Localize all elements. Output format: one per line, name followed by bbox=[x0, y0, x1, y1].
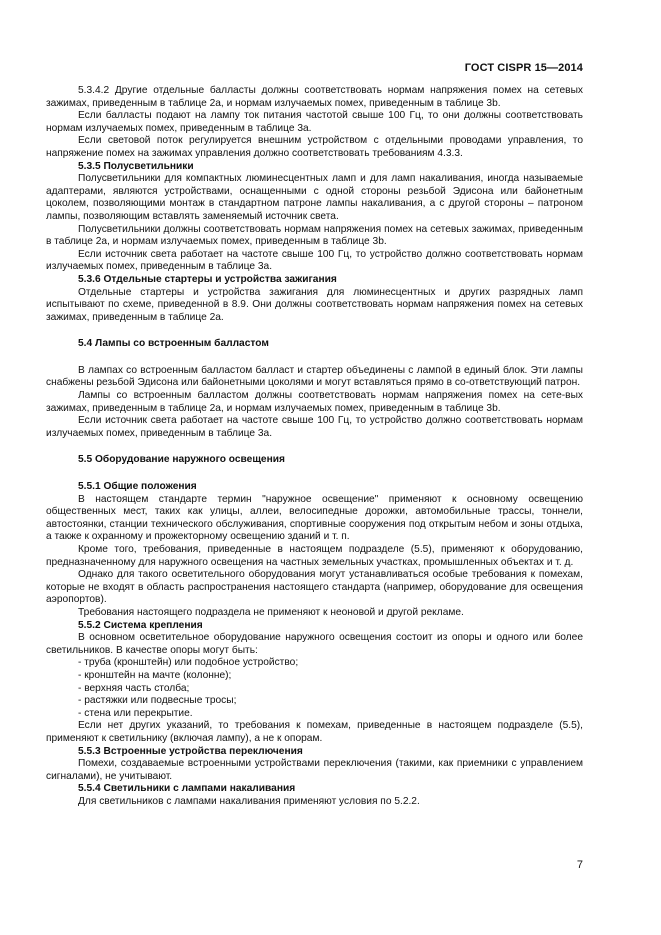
list-item: - верхняя часть столба; bbox=[78, 682, 190, 694]
standard-header: ГОСТ CISPR 15—2014 bbox=[464, 62, 583, 74]
paragraph: В настоящем стандарте термин "наружное освещение" применяют к основному освещению общественных мест, таких как улицы, аллеи, велосипедные дорожки, автомобильные трассы, тоннели, автостоянки, станции технического обслуживания, спортивные сооружения под открытым небом и зоны отдыха, а также к охранному и прожекторному освещению зданий и т. п. bbox=[46, 493, 583, 543]
paragraph: Полусветильники должны соответствовать нормам напряжения помех на сетевых зажимах, приведенным в таблице 2а, и нормам излучаемых помех, приведенным в таблице 3b. bbox=[46, 223, 583, 248]
list-item: - растяжки или подвесные тросы; bbox=[78, 695, 237, 707]
paragraph: В лампах со встроенным балластом балласт и стартер объединены с лампой в единый блок. Эти лампы снабжены резьбой Эдисона или байонетными цоколями и могут вставляться прямо в со-ответствующий патрон. bbox=[46, 364, 583, 389]
paragraph: Если световой поток регулируется внешним устройством с отдельными проводами управления, то напряжение помех на зажимах управления должно соответствовать требованиям 4.3.3. bbox=[46, 135, 583, 159]
paragraph: Если балласты подают на лампу ток питания частотой свыше 100 Гц, то они должны соответствовать нормам излучаемых помех, приведенным в таблице 3а. bbox=[46, 110, 583, 134]
page-number: 7 bbox=[576, 859, 583, 871]
section-heading: 5.4 Лампы со встроенным балластом bbox=[78, 338, 269, 350]
subsection-heading: 5.3.5 Полусветильники bbox=[78, 160, 194, 172]
paragraph: Помехи, создаваемые встроенными устройствами переключения (такими, как приемники с управлением сигналами), не учитывают. bbox=[46, 758, 583, 782]
paragraph: Требования настоящего подраздела не применяют к неоновой и другой рекламе. bbox=[78, 606, 464, 618]
paragraph: Если источник света работает на частоте свыше 100 Гц, то устройство должно соответствовать нормам излучаемых помех, приведенным в таблице 3а. bbox=[46, 415, 583, 439]
paragraph: Лампы со встроенным балластом должны соответствовать нормам напряжения помех на сете-вых зажимах, приведенным в таблице 2а, и нормам излучаемых помех, приведенным в таблице 3b. bbox=[46, 390, 583, 414]
subsection-heading: 5.5.2 Система крепления bbox=[78, 619, 203, 631]
section-heading: 5.5 Оборудование наружного освещения bbox=[78, 454, 285, 466]
list-item: - кронштейн на мачте (колонне); bbox=[78, 669, 232, 681]
paragraph: Для светильников с лампами накаливания применяют условия по 5.2.2. bbox=[78, 795, 420, 807]
paragraph: Если источник света работает на частоте свыше 100 Гц, то устройство должно соответствовать нормам излучаемых помех, приведенным в таблице 3а. bbox=[46, 248, 583, 273]
list-item: - стена или перекрытие. bbox=[78, 707, 193, 719]
paragraph: Если нет других указаний, то требования к помехам, приведенные в настоящем подразделе (5.5), применяют к светильнику (включая лампу), а не к опорам. bbox=[46, 720, 583, 744]
paragraph: Кроме того, требования, приведенные в настоящем подразделе (5.5), применяют к оборудованию, предназначенному для наружного освещения на частных земельных участках, промышленных объектах и т. д. bbox=[46, 544, 583, 568]
subsection-heading: 5.5.1 Общие положения bbox=[78, 481, 197, 493]
paragraph: 5.3.4.2 Другие отдельные балласты должны соответствовать нормам напряжения помех на сетевых зажимах, приведенным в таблице 2а, и нормам излучаемых помех, приведенным в таблице 3b. bbox=[46, 85, 583, 109]
subsection-heading: 5.5.4 Светильники с лампами накаливания bbox=[78, 783, 296, 795]
paragraph: В основном осветительное оборудование наружного освещения состоит из опоры и одного или более светильников. В качестве опоры могут быть: bbox=[46, 632, 583, 656]
paragraph: Отдельные стартеры и устройства зажигания для люминесцентных и других разрядных ламп испытывают по схеме, приведенной в 8.9. Они должны соответствовать нормам напряжения помех на сетевых зажимах, приведенным в таблице 2а. bbox=[46, 286, 583, 323]
paragraph: Полусветильники для компактных люминесцентных ламп и для ламп накаливания, иногда называемые адаптерами, являются устройствами, оснащенными с одной стороны резьбой Эдисона или байонетным цоколем, позволяющими монтаж в стандартном патроне лампы накаливания, а с другой стороны – патроном лампы, позволяющим вставлять заменяемый источник света. bbox=[46, 173, 583, 222]
list-item: - труба (кронштейн) или подобное устройство; bbox=[78, 657, 299, 669]
document-body bbox=[46, 85, 583, 808]
paragraph: Однако для такого осветительного оборудования могут устанавливаться особые требования к помехам, которые не входят в область распространения настоящего стандарта (например, оборудование для освещения аэропортов). bbox=[46, 569, 583, 606]
subsection-heading: 5.3.6 Отдельные стартеры и устройства зажигания bbox=[78, 273, 337, 285]
subsection-heading: 5.5.3 Встроенные устройства переключения bbox=[78, 745, 303, 757]
